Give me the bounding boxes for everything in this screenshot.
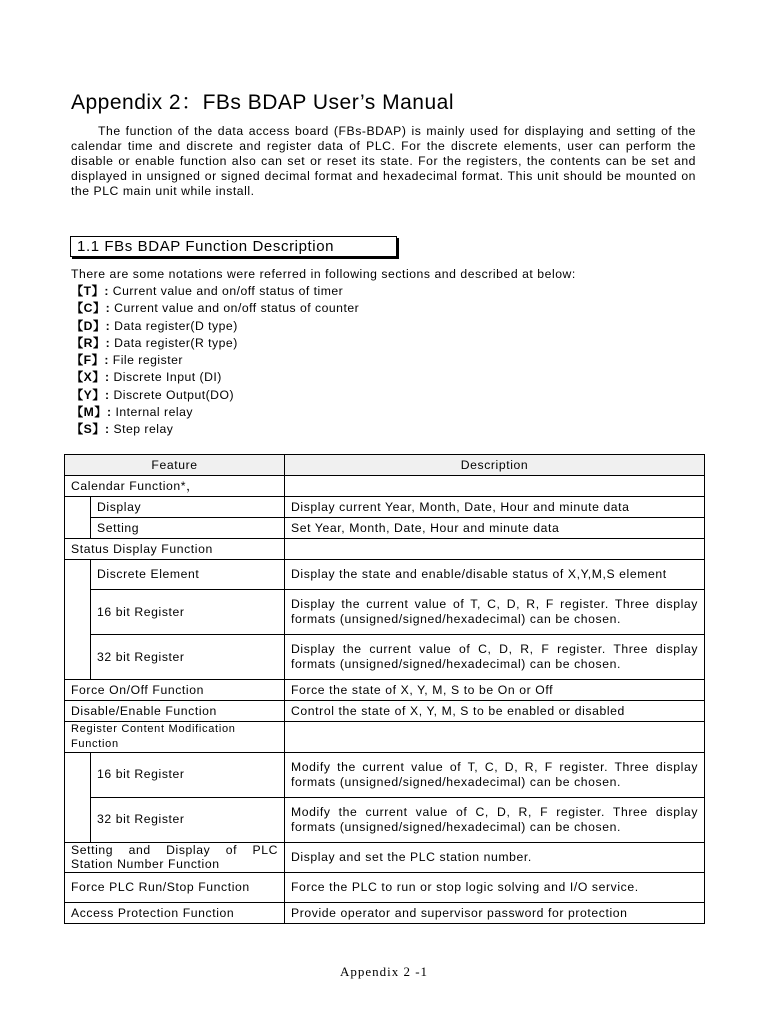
page-title: Appendix 2：FBs BDAP User’s Manual (71, 91, 455, 114)
feature-cell: Calendar Function*， (65, 476, 285, 497)
feature-cell: 32 bit Register (91, 635, 285, 680)
description-cell: Modify the current value of C, D, R, F register. Three display formats (unsigned/signed/hexadecimal) can be chosen. (285, 797, 705, 842)
description-cell: Display and set the PLC station number. (285, 842, 705, 873)
table-row (65, 518, 705, 539)
notation-item (71, 369, 359, 386)
notation-key: 【X】: (71, 370, 110, 385)
description-cell (285, 722, 705, 753)
table-row (65, 476, 705, 497)
description-cell: Display the state and enable/disable status of X,Y,M,S element (285, 560, 705, 590)
header-description: Description (285, 455, 705, 476)
feature-cell: Force PLC Run/Stop Function (65, 873, 285, 903)
indent-cell (65, 797, 91, 842)
notation-text: Data register(D type) (114, 318, 238, 333)
table-row (65, 873, 705, 903)
feature-cell: Discrete Element (91, 560, 285, 590)
page-footer: Appendix 2 -1 (339, 964, 429, 979)
table-row (65, 842, 705, 873)
notation-key: 【T】: (71, 284, 109, 298)
feature-cell: Access Protection Function (65, 903, 285, 924)
description-cell: Display current Year, Month, Date, Hour and minute data (285, 497, 705, 518)
indent-cell (65, 497, 91, 518)
notation-key: 【S】: (71, 422, 110, 437)
notation-list (71, 283, 359, 439)
table-row (65, 797, 705, 842)
notation-text: Current value and on/off status of timer (112, 284, 344, 298)
table-row (65, 560, 705, 590)
indent-cell (65, 560, 91, 590)
notation-item (71, 421, 359, 438)
header-feature: Feature (65, 455, 285, 476)
notation-item (71, 318, 359, 335)
intro-paragraph (71, 124, 696, 199)
description-cell: Force the state of X, Y, M, S to be On or Off (285, 680, 705, 701)
notation-text: File register (112, 353, 183, 368)
feature-cell: Setting and Display of PLC Station Number Function (65, 842, 285, 873)
notation-item (71, 352, 359, 369)
function-table (64, 454, 705, 924)
feature-cell: 32 bit Register (91, 797, 285, 842)
table-row (65, 701, 705, 722)
description-cell: Modify the current value of T, C, D, R, F register. Three display formats (unsigned/signed/hexadecimal) can be chosen. (285, 752, 705, 797)
description-cell: Provide operator and supervisor password for protection (285, 903, 705, 924)
feature-cell: Register Content Modification Function (65, 722, 285, 753)
notation-item (71, 404, 359, 421)
indent-cell (65, 752, 91, 797)
table-row (65, 722, 705, 753)
notation-key: 【Y】: (71, 387, 110, 402)
notation-text: Discrete Output(DO) (113, 387, 235, 402)
description-cell: Set Year, Month, Date, Hour and minute data (285, 518, 705, 539)
notation-key: 【C】: (71, 301, 111, 316)
notation-text: Data register(R type) (114, 335, 238, 350)
table-row (65, 539, 705, 560)
table-row (65, 497, 705, 518)
feature-cell: Disable/Enable Function (65, 701, 285, 722)
notation-item (71, 335, 359, 352)
notation-text: Discrete Input (DI) (113, 370, 222, 385)
description-cell: Display the current value of T, C, D, R, F register. Three display formats (unsigned/signed/hexadecimal) can be chosen. (285, 590, 705, 635)
feature-cell: Force On/Off Function (65, 680, 285, 701)
notation-text: Step relay (113, 422, 174, 437)
notation-key: 【F】: (71, 353, 109, 368)
description-cell: Control the state of X, Y, M, S to be enabled or disabled (285, 701, 705, 722)
notation-item (71, 387, 359, 404)
table-header-row (65, 455, 705, 476)
table-row (65, 903, 705, 924)
feature-cell: Status Display Function (65, 539, 285, 560)
notation-text: Current value and on/off status of counter (114, 301, 360, 316)
indent-cell (65, 518, 91, 539)
indent-cell (65, 590, 91, 635)
feature-cell: Display (91, 497, 285, 518)
notation-key: 【R】: (71, 335, 111, 350)
feature-cell: Setting (91, 518, 285, 539)
section-heading: 1.1 FBs BDAP Function Description (77, 238, 335, 255)
table-row (65, 590, 705, 635)
notation-item (71, 300, 359, 317)
description-cell: Display the current value of C, D, R, F register. Three display formats (unsigned/signed/hexadecimal) can be chosen. (285, 635, 705, 680)
feature-cell: 16 bit Register (91, 752, 285, 797)
notations-intro: There are some notations were referred in following sections and described at below: (71, 267, 576, 281)
description-cell (285, 476, 705, 497)
notation-key: 【M】: (71, 405, 112, 420)
description-cell: Force the PLC to run or stop logic solving and I/O service. (285, 873, 705, 903)
notation-item (71, 283, 359, 300)
table-row (65, 752, 705, 797)
description-cell (285, 539, 705, 560)
intro-text: The function of the data access board (FBs-BDAP) is mainly used for displaying and setting of the calendar time and discrete and register data of PLC. For the discrete elements, user can perform the disable or enable function also can set or reset its state. For the registers, the contents can be set and displayed in unsigned or signed decimal format and hexadecimal format. This unit should be mounted on the PLC main unit while install. (71, 124, 696, 198)
indent-cell (65, 635, 91, 680)
section-heading-box (70, 236, 397, 257)
table-row (65, 635, 705, 680)
table-row (65, 680, 705, 701)
feature-cell: 16 bit Register (91, 590, 285, 635)
notation-key: 【D】: (71, 318, 111, 333)
notation-text: Internal relay (115, 405, 193, 420)
